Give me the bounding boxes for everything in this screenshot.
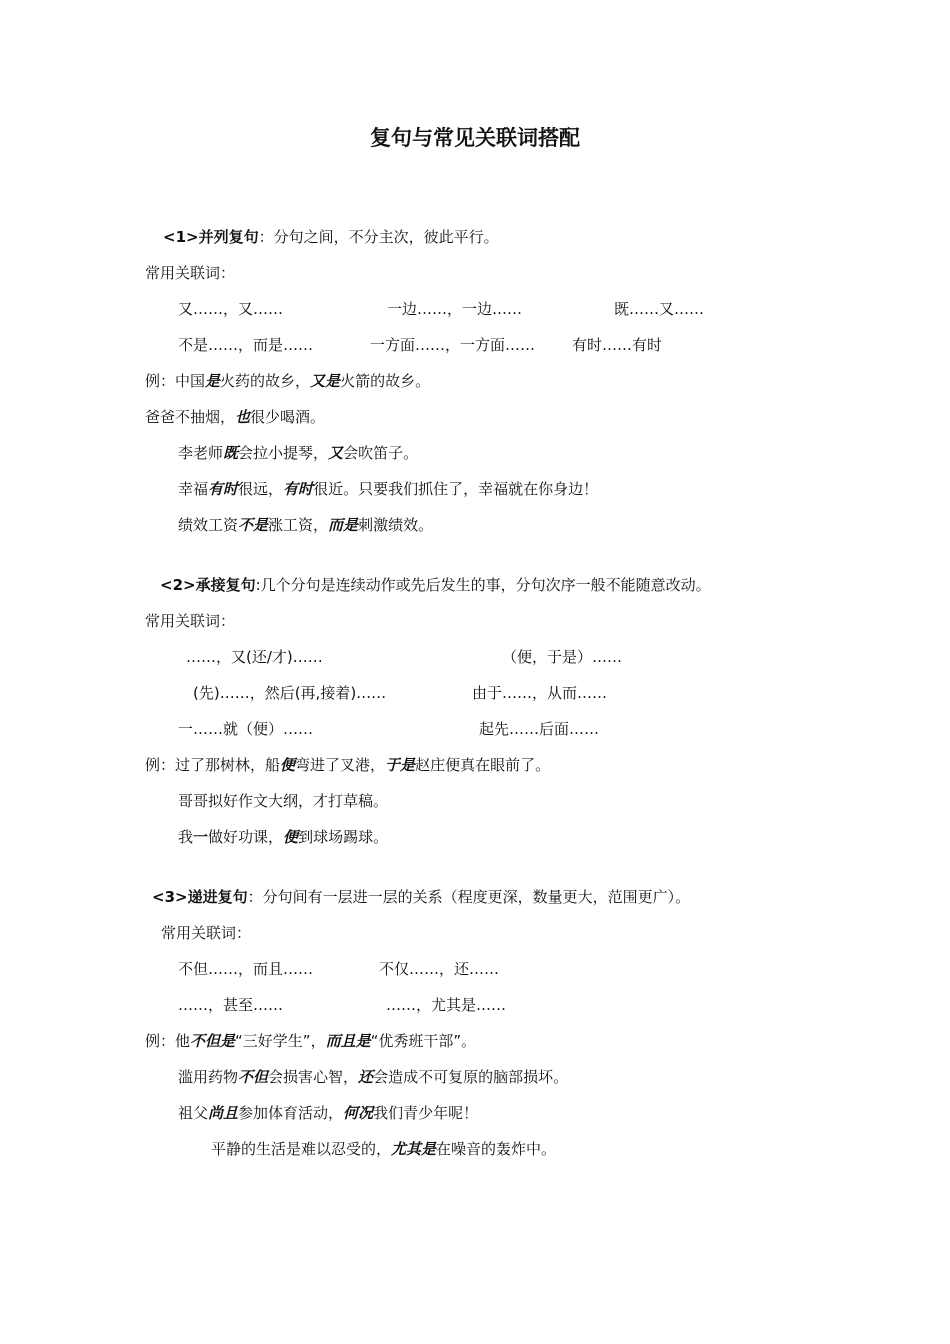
connective-word: 又是 [310, 372, 341, 390]
example-text: 在噪音的轰炸中。 [436, 1140, 557, 1158]
example-text: 很少喝酒。 [250, 408, 326, 426]
example-text: 很近。只要我们抓住了，幸福就在你身边！ [313, 480, 599, 498]
connective-word: 便 [280, 756, 296, 774]
section-1-pattern: 一方面……，一方面…… [370, 336, 536, 354]
example-text: 会损害心智， [268, 1068, 359, 1086]
connective-word: 不但 [238, 1068, 269, 1086]
example-text: 刺激绩效。 [358, 516, 434, 534]
section-2-example: 哥哥拟好作文大纲，才打草稿。 [178, 792, 389, 810]
example-text: 很远， [238, 480, 284, 498]
section-3-common-label: 常用关联词： [161, 924, 252, 942]
section-3-example [178, 1067, 568, 1087]
example-text: 绩效工资 [178, 516, 239, 534]
section-1-pattern: 又……，又…… [178, 300, 284, 318]
section-2-example [178, 827, 388, 847]
example-text: 李老师 [178, 444, 224, 462]
example-text: 我们青少年呢！ [373, 1104, 479, 1122]
example-text: 会拉小提琴， [238, 444, 329, 462]
section-2-tag: <2> [160, 576, 196, 594]
section-1-pattern: 既……又…… [614, 300, 705, 318]
example-text: 例：他 [145, 1032, 191, 1050]
example-text: 赵庄便真在眼前了。 [415, 756, 551, 774]
example-text: 平静的生活是难以忍受的， [211, 1140, 392, 1158]
section-2-pattern: ……，又(还/才)…… [186, 648, 323, 666]
example-text: 例：过了那树林，船 [145, 756, 281, 774]
connective-word: 有时 [208, 480, 239, 498]
section-2-desc: :几个分句是连续动作或先后发生的事，分句次序一般不能随意改动。 [255, 576, 711, 594]
section-1-example [178, 515, 433, 535]
example-text: 会造成不可复原的脑部损坏。 [373, 1068, 569, 1086]
connective-word: 也 [235, 408, 251, 426]
section-3-example [178, 1103, 478, 1123]
section-1-example [178, 479, 598, 499]
section-2-pattern: (先)……，然后(再,接着)…… [193, 684, 387, 702]
connective-word: 不是 [238, 516, 269, 534]
section-1-common-label: 常用关联词： [145, 264, 236, 282]
section-1-pattern: 不是……，而是…… [178, 336, 314, 354]
example-text: 参加体育活动， [238, 1104, 344, 1122]
section-3-heading [152, 887, 690, 907]
page-title: 复句与常见关联词搭配 [370, 126, 580, 150]
connective-word: 于是 [385, 756, 416, 774]
example-text: 滥用药物 [178, 1068, 239, 1086]
section-2-common-label: 常用关联词： [145, 612, 236, 630]
example-text: 到球场踢球。 [298, 828, 389, 846]
section-3-example [145, 1031, 476, 1051]
section-3-pattern: 不但……，而且…… [178, 960, 314, 978]
connective-word: 何况 [343, 1104, 374, 1122]
section-1-example [145, 371, 430, 391]
example-text: “优秀班干部”。 [370, 1032, 477, 1050]
section-3-pattern: ……，尤其是…… [386, 996, 507, 1014]
section-2-name: 承接复句 [195, 576, 256, 594]
section-3-name: 递进复句 [187, 888, 248, 906]
section-3-example [211, 1139, 556, 1159]
section-2-pattern: 一……就（便）…… [178, 720, 314, 738]
example-text: “三好学生”， [235, 1032, 326, 1050]
section-2-heading [160, 575, 711, 595]
connective-word: 便 [283, 828, 299, 846]
section-1-heading [163, 227, 499, 247]
connective-word: 尚且 [208, 1104, 239, 1122]
section-3-desc: ：分句间有一层进一层的关系（程度更深，数量更大，范围更广）。 [247, 888, 691, 906]
example-text: 做好功课， [208, 828, 284, 846]
connective-word: 有时 [283, 480, 314, 498]
example-text: 火药的故乡， [220, 372, 311, 390]
example-text: 弯进了叉港， [295, 756, 386, 774]
example-text: 幸福 [178, 480, 209, 498]
section-3-tag: <3> [152, 888, 188, 906]
section-3-pattern: ……，甚至…… [178, 996, 284, 1014]
example-text: 我 [178, 828, 194, 846]
example-text: 爸爸不抽烟， [145, 408, 236, 426]
connective-word: 而是 [328, 516, 359, 534]
connective-word: 不但是 [190, 1032, 236, 1050]
connective-word: 尤其是 [391, 1140, 437, 1158]
section-2-pattern: 由于……，从而…… [472, 684, 608, 702]
connective-word: 又 [328, 444, 344, 462]
connective-word: 一 [193, 828, 209, 846]
connective-word: 还 [358, 1068, 374, 1086]
section-2-pattern: 起先……后面…… [479, 720, 600, 738]
example-text: 会吹笛子。 [343, 444, 419, 462]
section-2-example [145, 755, 550, 775]
section-2-pattern: （便，于是）…… [502, 648, 623, 666]
section-1-pattern: 有时……有时 [572, 336, 663, 354]
connective-word: 是 [205, 372, 221, 390]
example-text: 火箭的故乡。 [340, 372, 431, 390]
section-1-example [145, 407, 325, 427]
example-text: 涨工资， [268, 516, 329, 534]
section-3-pattern: 不仅……，还…… [379, 960, 500, 978]
example-text: 例：中国 [145, 372, 206, 390]
section-1-desc: ：分句之间，不分主次，彼此平行。 [258, 228, 499, 246]
example-text: 祖父 [178, 1104, 209, 1122]
connective-word: 而且是 [325, 1032, 371, 1050]
section-1-pattern: 一边……，一边…… [387, 300, 523, 318]
connective-word: 既 [223, 444, 239, 462]
section-1-example [178, 443, 418, 463]
section-1-name: 并列复句 [198, 228, 259, 246]
section-1-tag: <1> [163, 228, 199, 246]
